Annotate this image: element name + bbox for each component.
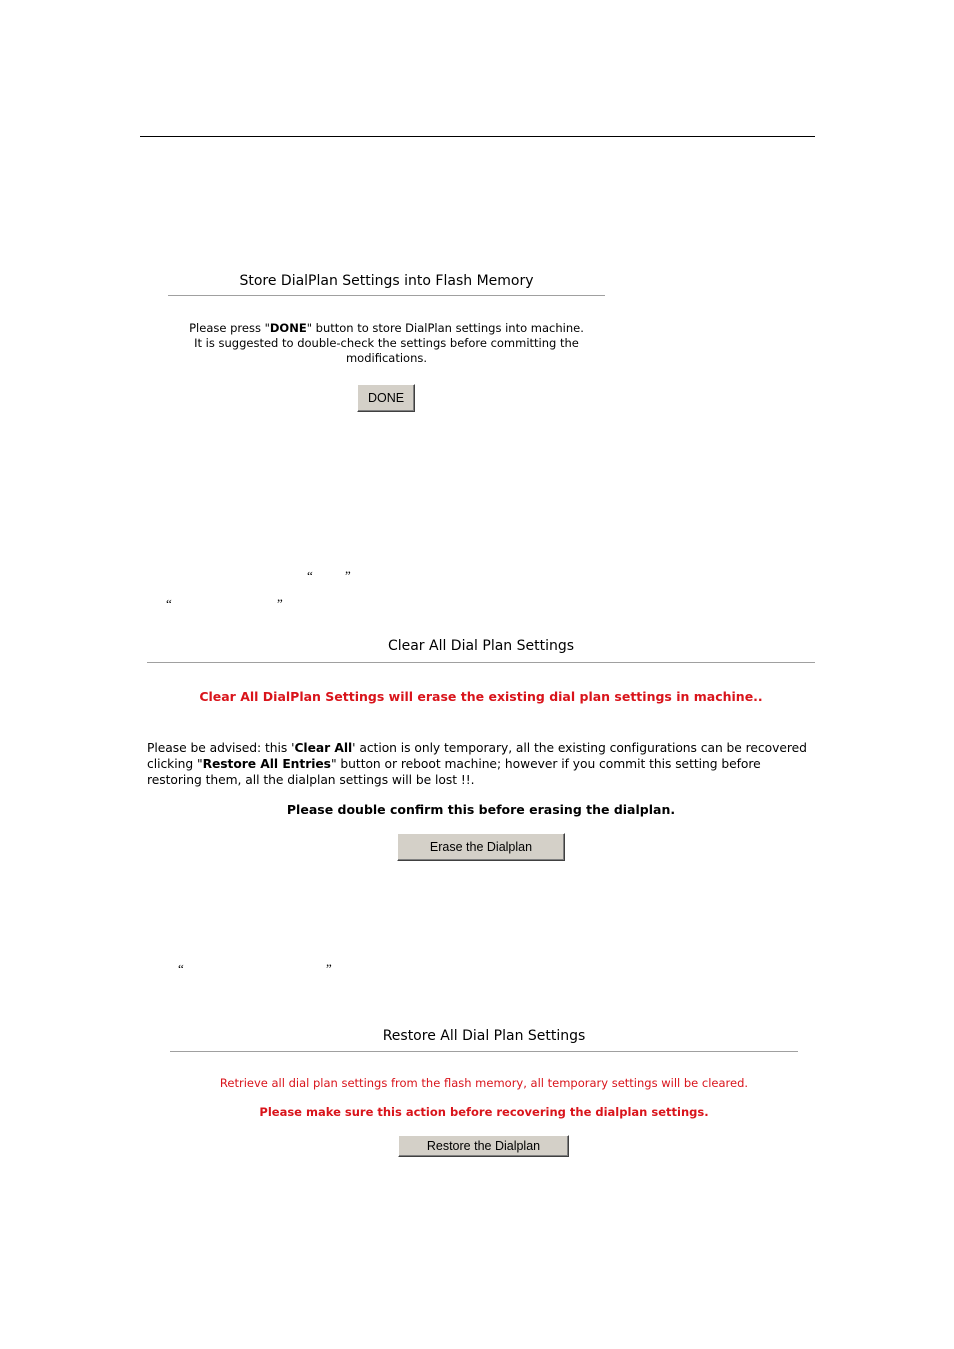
clear-advice-text: Please be advised: this 'Clear All' action is only temporary, all the existing configurations can be recovered clicking "Restore All Entries" button or reboot machine; however if you commit this setting before restoring them, all the dialplan settings will be lost !!. (147, 741, 807, 787)
close-quote-mark: ” (277, 596, 283, 611)
store-instructions (168, 321, 605, 366)
store-section-divider (168, 295, 605, 296)
close-quote-mark: ” (345, 568, 351, 583)
open-quote-mark: “ (307, 568, 313, 583)
clear-section-divider (147, 662, 815, 663)
store-instruction-line-3: modifications. (345, 351, 428, 365)
restore-info-text: Retrieve all dial plan settings from the flash memory, all temporary settings will be cleared. (219, 1076, 749, 1090)
store-instruction-line-1: Please press "DONE" button to store DialPlan settings into machine. (189, 321, 584, 335)
close-quote-mark: ” (326, 961, 332, 976)
clear-section-title: Clear All Dial Plan Settings (387, 638, 575, 654)
open-quote-mark: “ (178, 961, 184, 976)
clear-warning-text: Clear All DialPlan Settings will erase the existing dial plan settings in machine.. (199, 689, 763, 704)
store-instruction-line-2: It is suggested to double-check the settings before committing the (194, 336, 579, 350)
restore-section-title: Restore All Dial Plan Settings (382, 1028, 586, 1044)
clear-confirm-text: Please double confirm this before erasing the dialplan. (286, 802, 676, 817)
done-button[interactable]: DONE (357, 384, 415, 412)
erase-dialplan-button[interactable]: Erase the Dialplan (397, 833, 565, 861)
store-section-title: Store DialPlan Settings into Flash Memory (239, 273, 534, 289)
restore-dialplan-button[interactable]: Restore the Dialplan (398, 1135, 569, 1157)
page-header-rule (140, 136, 815, 137)
open-quote-mark: “ (166, 596, 172, 611)
restore-warning-text: Please make sure this action before recovering the dialplan settings. (259, 1105, 709, 1119)
restore-section-divider (170, 1051, 798, 1052)
